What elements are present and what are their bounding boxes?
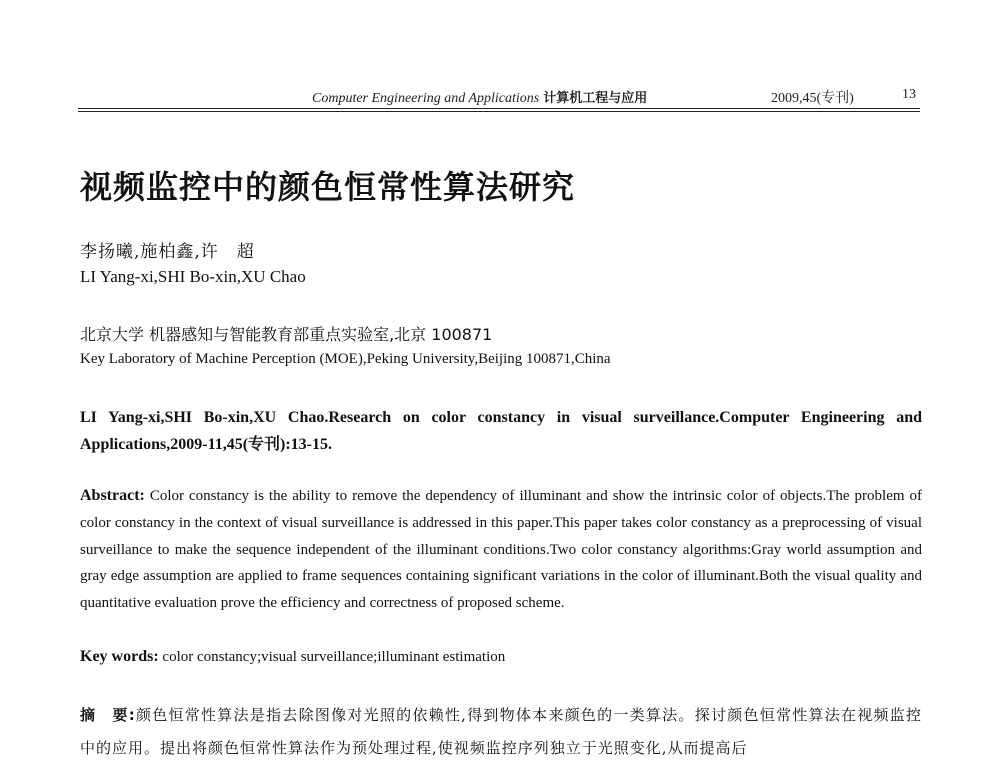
- authors-en: LI Yang-xi,SHI Bo-xin,XU Chao: [80, 267, 306, 286]
- abstract: [80, 483, 922, 617]
- header-rule-bottom: [78, 111, 920, 112]
- issue-info: 2009,45(专刊): [771, 91, 854, 106]
- paper-title: 视频监控中的颜色恒常性算法研究: [80, 168, 576, 206]
- authors-cn: 李扬曦,施柏鑫,许 超: [80, 242, 255, 262]
- abstract-cn-text: 颜色恒常性算法是指去除图像对光照的依赖性,得到物体本来颜色的一类算法。探讨颜色恒常性算法在视频监控中的应用。提出将颜色恒常性算法作为预处理过程,使视频监控序列独立于光照变化,从而提高后: [80, 706, 922, 757]
- affiliation-en: Key Laboratory of Machine Perception (MOE),Peking University,Beijing 100871,China: [80, 351, 611, 367]
- header-rule-top: [78, 108, 920, 109]
- abstract-text: Color constancy is the ability to remove the dependency of illuminant and show the intrinsic color of objects.The problem of color constancy in the context of visual surveillance is addressed in this paper.This paper takes color constancy as a preprocessing of visual surveillance to make the sequence independent of the illuminant conditions.Two color constancy algorithms:Gray world assumption and gray edge assumption are applied to frame sequences containing significant variations in the color of illuminant.Both the visual quality and quantitative evaluation prove the efficiency and correctness of proposed scheme.: [80, 488, 923, 612]
- running-head: [312, 87, 647, 107]
- abstract-cn-label: 摘 要:: [80, 706, 136, 724]
- abstract-label: Abstract:: [80, 487, 145, 504]
- citation: LI Yang-xi,SHI Bo-xin,XU Chao.Research on color constancy in visual surveillance.Computer Engineering and Applications,2009-11,45(专刊):13-15.: [80, 409, 922, 453]
- page-number: 13: [902, 87, 916, 102]
- journal-name-en: Computer Engineering and Applications: [312, 91, 540, 106]
- affiliation-cn: 北京大学 机器感知与智能教育部重点实验室,北京 100871: [80, 325, 493, 344]
- keywords-text: color constancy;visual surveillance;illuminant estimation: [162, 649, 506, 665]
- abstract-cn: [80, 699, 922, 765]
- journal-name-cn: 计算机工程与应用: [543, 91, 648, 106]
- keywords-label: Key words:: [80, 648, 159, 665]
- keywords: [80, 648, 922, 666]
